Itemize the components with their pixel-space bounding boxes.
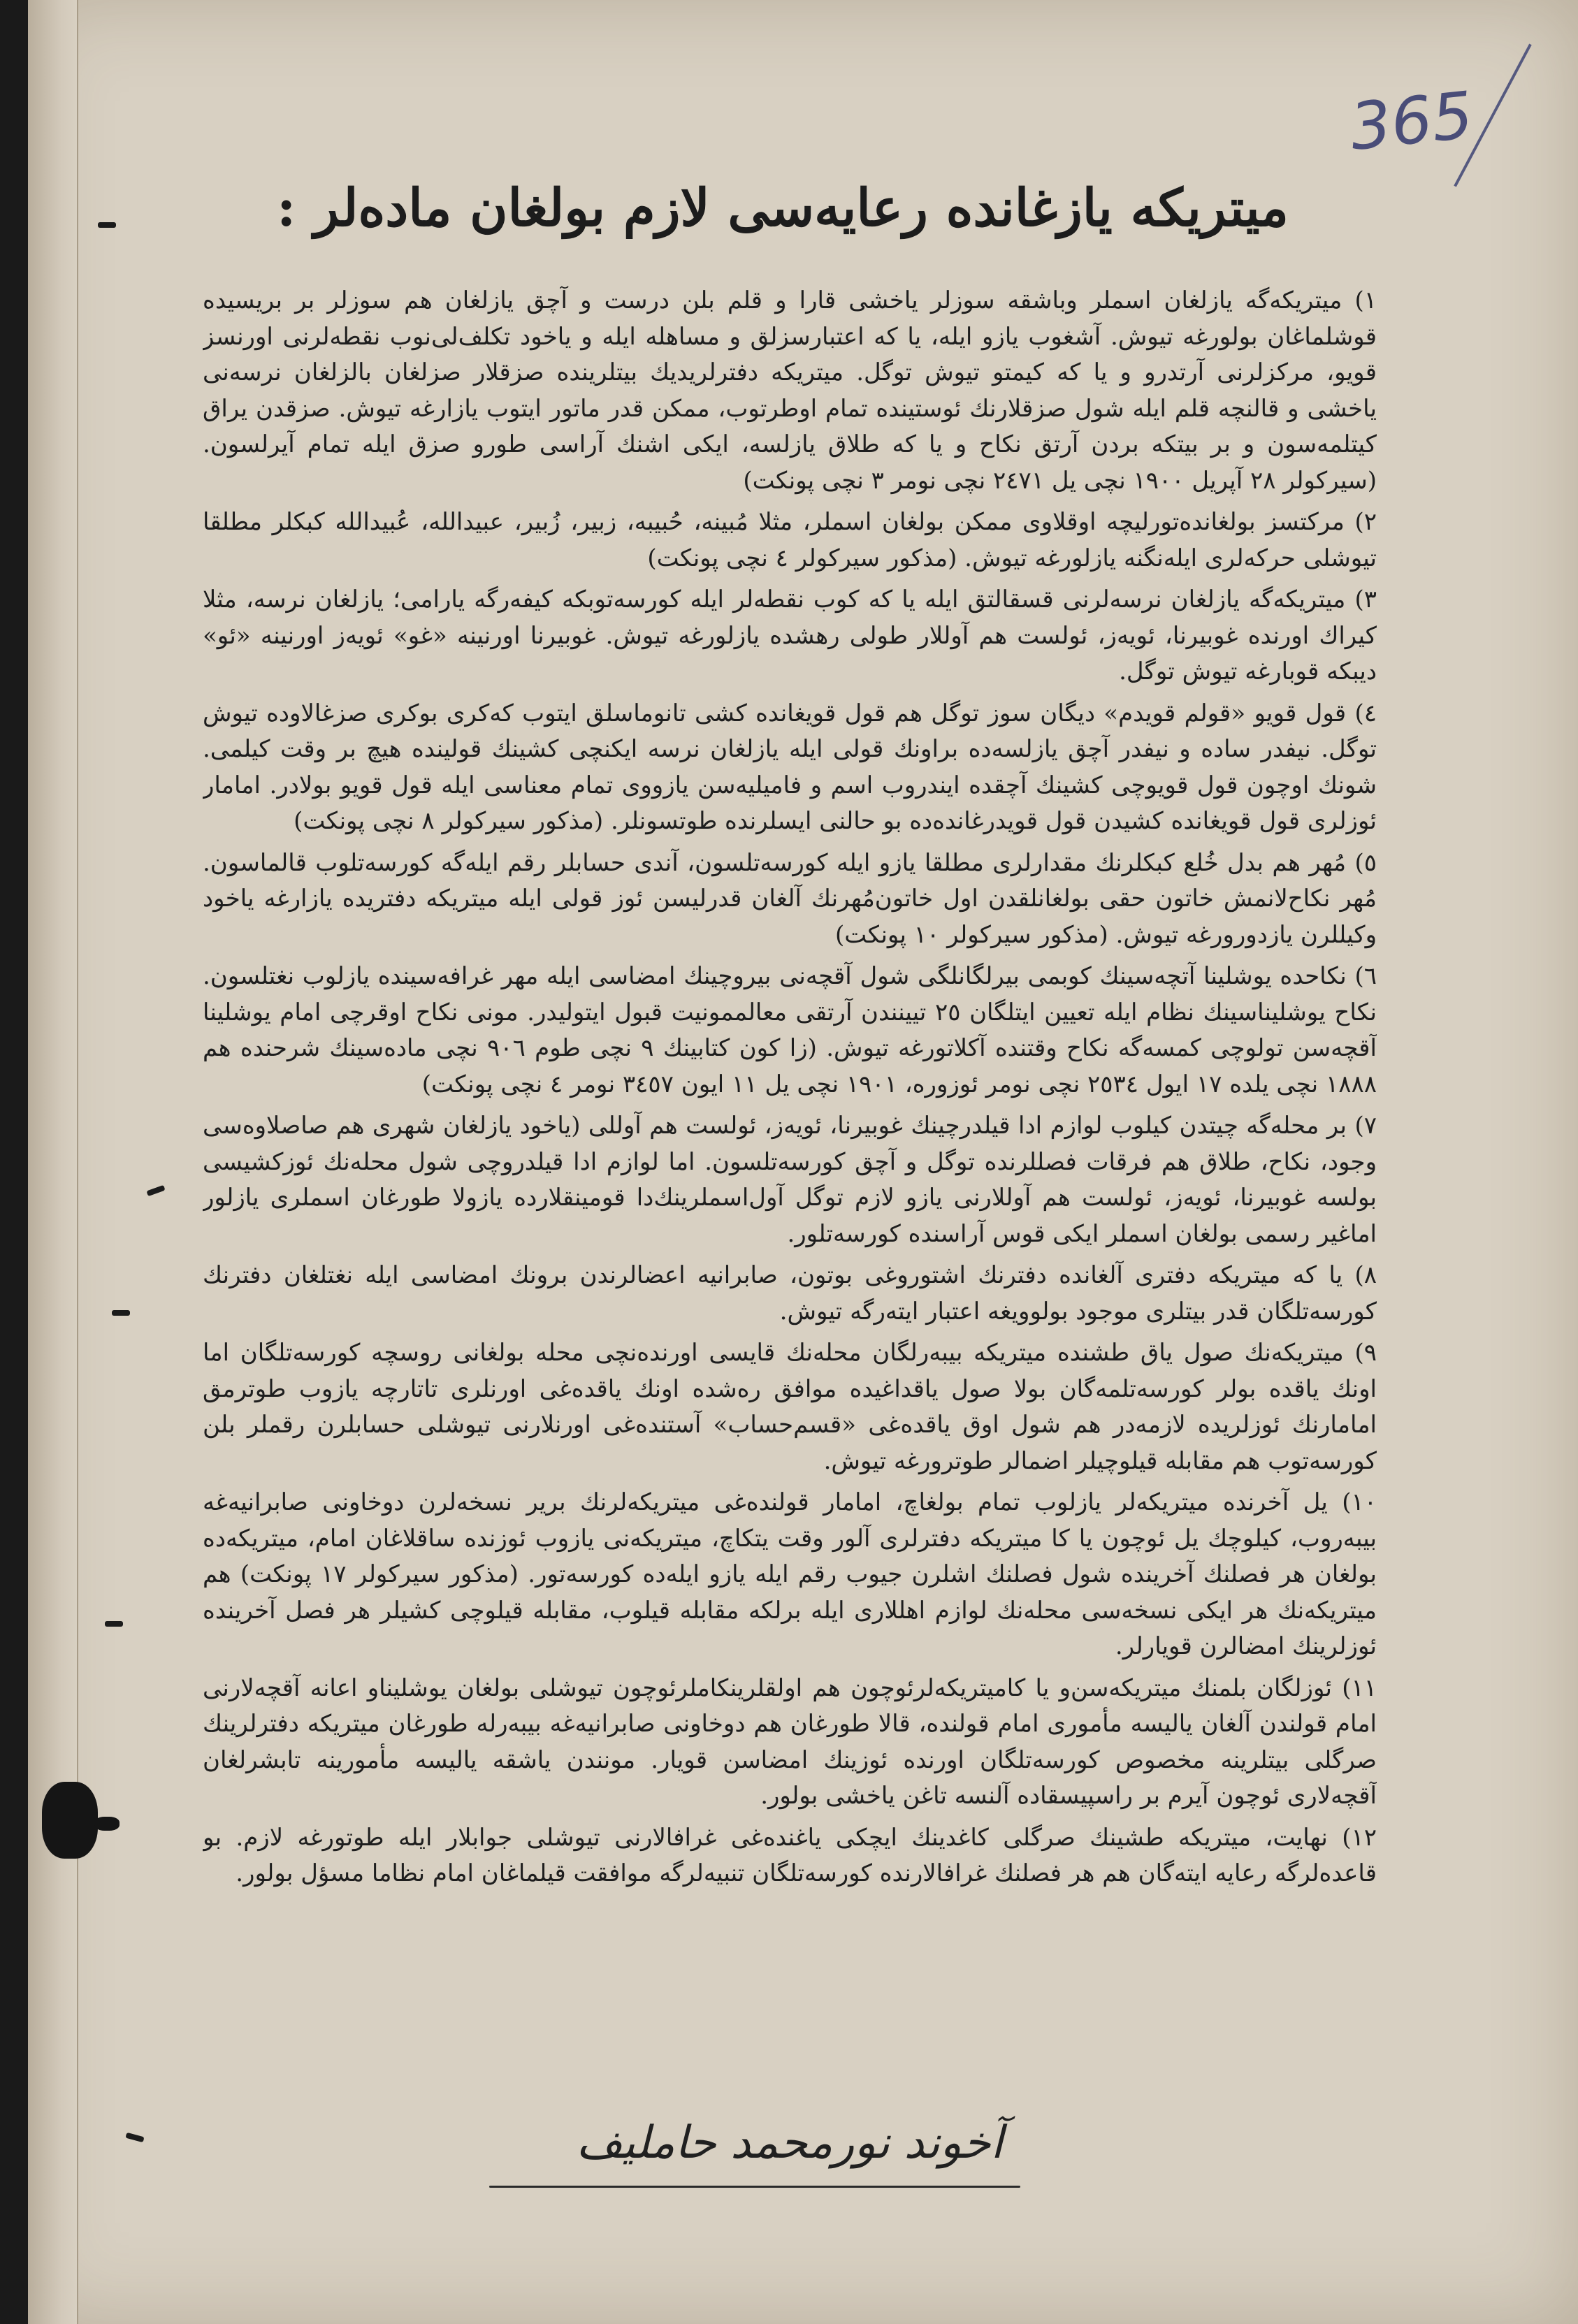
paragraph-2: ۲) مرکتسز بولغانده‌تورلیچه اوقلاوی ممکن بولغان اسملر، مثلا مُبینه، حُبیبه، زبیر، زُبیر، عبیدالله، عُبیدالله کبکلر مطلقا تیوشلی حرکه‌لری ایله‌نگنه یازلورغه تیوش. (مذکور سیرکولر ٤ نچی پونکت) <box>203 508 1377 572</box>
folio-number: 365 <box>1347 78 1477 165</box>
paragraph-11: ۱۱) ئوزلگان بلمنك میتریکه‌سن‌و یا کامیتریکه‌لرئوچون هم اولقلرینکاملرئوچون تیوشلی بولغان یوشلیناو اعانه آقچه‌لارنی امام قولندن آلغان یالیسه مأموری امام قولنده، قالا طورغان هم دوخاونی صابرانیه‌غه بیبه‌رله طورغان میتریکه دفترلرینك صرگلی بیتلرینه مخصوص کورسه‌تلگان اورنده ئوزینك امضاسن قویار. مونندن یاشقه یالیسه مأمورینه تابشرلغان آقچه‌لاری ئوچون آیرم بر راسپیسقاده آلنسه تاغن یاخشی بولور. <box>203 1673 1377 1810</box>
binding-fold <box>28 0 78 2324</box>
paragraph-8: ۸) یا که میتریکه دفتری آلغانده دفترنك اشتوروغی بوتون، صابرانیه اعضالرندن برونك امضاسی ایله نغتلغان دفترنك کورسه‌تلگان قدر بیتلری موجود بولوویغه اعتبار ایته‌رگه تیوش. <box>203 1261 1377 1326</box>
binding-mark <box>105 1621 123 1627</box>
document-title: میتریکه یازغانده رعایه‌سی لازم بولغان ماده‌لر : <box>277 178 1289 238</box>
paragraph-6: ٦) نکاحده یوشلینا آتچه‌سینك کوبمی بیرلگانلگی شول آقچه‌نی بیروچینك امضاسی ایله مهر غرافه‌سینده یازلوب نغتلسون. نکاح یوشلیناسینك نظام ایله تعیین ایتلگان ۲٥ تیینندن آرتقی معالممونیت قبول ایتولیدر. مونی نکاح اوقرچی امام یوشلینا آقچه‌سن تولوچی کمسه‌گه نکاح وقتنده آکلاتورغه تیوش. (زا کون کتابینك ٩ نچی طوم ۹۰٦ نچی ماده‌سینك شرحنده هم ۱۸۸۸ نچی یلده ۱۷ ایول ۲٥۳٤ نچی نومر ئوزوره، ۱۹۰۱ نچی یل ۱۱ ایون ۳٤٥٧ نومر ٤ نچی پونکت) <box>203 962 1377 1098</box>
binding-mark <box>125 2133 144 2142</box>
signature-underline <box>489 2186 1020 2188</box>
ink-blot <box>94 1817 120 1831</box>
document-body <box>203 283 1377 2086</box>
binding-mark <box>112 1310 130 1316</box>
paragraph-3: ۳) میتریکه‌گه یازلغان نرسه‌لرنی قسقالتق ایله یا که کوب نقطه‌لر ایله کورسه‌توبکه کیفه‌رگه یارامی؛ یازلغان نرسه، مثلا کیراك اورنده غوبیرنا، ئویه‌ز، ئولست هم آوللار طولی رهشده یازلورغه تیوش. غوبیرنا اورنینه «غو» ئویه‌ز اورنینه «ئو» دیبکه قوبارغه تیوش توگل. <box>203 586 1377 685</box>
paragraph-12: ۱۲) نهایت، میتریکه طشینك صرگلی کاغدینك ایچکی یاغنده‌غی غرافالارنی تیوشلی جوابلار ایله طوتورغه لازم. بو قاعده‌لرگه رعایه ایته‌گان هم هر فصلنك غرافالارنده کورسه‌تلگان تنبیه‌لرگه موافقت قیلماغان امام نظاما مسؤل بولور. <box>203 1823 1377 1887</box>
binding-mark <box>98 222 116 228</box>
binding-mark <box>146 1185 165 1196</box>
document-page <box>28 0 1578 2324</box>
paragraph-9: ۹) میتریکه‌نك صول یاق طشنده میتریکه بیبه‌رلگان محله‌نك قایسی اورنده‌نچی محله بولغانی روسچه کورسه‌تلگان اما اونك یاقده بولر کورسه‌تلمه‌گان بولا صول یاقداغیده موافق ره‌شده اونك یاقده‌غی اورنلری تاتارچه یازوب طوترمق امامارنك ئوزلریده لازمه‌در هم شول اوق یاقده‌غی «قسم‌حساب» آستنده‌غی اورنلارنی تیوشلی حسابلرن رقملر بلن کورسه‌توب هم مقابله قیلوچیلر اضمالر طوترورغه تیوش. <box>203 1339 1377 1475</box>
paragraph-1: ۱) میتریکه‌گه یازلغان اسملر وباشقه سوزلر یاخشی قارا و قلم بلن درست و آچق یازلغان هم سوزلر بر بریسیده قوشلماغان بولورغه تیوش. آشغوب یازو ایله، یا که اعتبارسزلق و مساهله ایله و یاخود تکلف‌لی‌نوب نقطه‌لرنی اورنسز قویو، مرکزلرنی آرتدرو و یا که کیمتو تیوش توگل. میتریکه دفترلریدیك بیتلرینده صزقلار صزلغان بالزلغان نرسه‌نی یاخشی و قالنچه قلم ایله شول صزقلارنك ئوستینده تمام اوطرتوب، ممکن قدر ماتور ایتوب یازارغه تیوش. صزقدن یراق کیتلمه‌سون و بر بیتکه بردن آرتق نکاح و یا که طلاق یازلسه، ایکی اشنك آراسی طورو صزق ایله تمام آیرلسون. (سیرکولر ۲۸ آپریل ۱۹۰۰ نچی یل ۲٤٧١ نچی نومر ۳ نچی پونکت) <box>203 286 1377 495</box>
handwritten-signature: آخوند نورمحمد حاملیف <box>576 2117 1004 2169</box>
ink-blot <box>42 1782 98 1859</box>
paragraph-7: ٧) بر محله‌گه چیتدن کیلوب لوازم ادا قیلدرچینك غوبیرنا، ئویه‌ز، ئولست هم آوللی (یاخود یازلغان شهری هم صاصلاوه‌سی وجود، نکاح، طلاق هم فرقات فصللرنده توگل و آچق کورسه‌تلسون. اما لوازم ادا قیلدروچی شول محله‌نك ئوزکشیسی بولسه غوبیرنا، ئویه‌ز، ئولست هم آوللارنی یازو لازم توگل آول‌اسملرینك‌دا قومینقلارده یازولا طورغان اسملری یازلور اماغیر رسمی بولغان اسملر ایکی قوس آراسنده کورسه‌تلور. <box>203 1112 1377 1248</box>
paragraph-5: ٥) مُهر هم بدل خُلع کبکلرنك مقدارلری مطلقا یازو ایله کورسه‌تلسون، آندی حسابلر رقم ایله‌گه کورسه‌تلوب قالماسون. مُهر نکاح‌لانمش خاتون حقی بولغانلقدن اول خاتون‌مُهرنك آلغان قدرلیسن ئوز قولی ایله میتریکه دفتریده یازارغه یاخود وکیللرن یازدورورغه تیوش. (مذکور سیرکولر ۱۰ پونکت) <box>203 848 1377 949</box>
paragraph-10: ۱۰) یل آخرنده میتریکه‌لر یازلوب تمام بولغاچ، امامار قولنده‌غی میتریکه‌لرنك بریر نسخه‌لرن دوخاونی صابرانیه‌غه بیبه‌روب، کیلوچك یل ئوچون یا کا میتریکه دفترلری آلور وقت یتکاچ، میتریکه‌نی یازوب ئوزنده ساقلاغان امام، میتریکه‌ده بولغان هر فصلنك آخرینده شول فصلنك اشلرن جیوب رقم ایله یازو ایله‌ده کورسه‌تور. (مذکور سیرکولر ۱۷ پونکت) هم میتریکه‌نك هر ایکی نسخه‌سی محله‌نك لوازم اهللاری ایله برلکه مقابله قیلوب، مقابله قیلوچی کشیلر هر فصل آخرینده ئوزلرینك امضالرن قویارلر. <box>203 1488 1377 1660</box>
paragraph-4: ٤) قول قویو «قولم قویدم» دیگان سوز توگل هم قول قویغانده کشی تانوماسلق ایتوب که‌کری بوکری صزغالاوده تیوش توگل. نیفدر ساده و نیفدر آچق یازلسه‌ده براونك قولی ایله یازلغان نرسه ایکنچی کشینك قولینده هیچ بر وقت کیلمی. شونك اوچون قول قویوچی کشینك آچقده ایندروب اسم و فامیلیه‌سن یازووی تمام معناسی ایله قول قویو بولادر. امامار ئوزلری قول قویغانده کشیدن قول قویدرغانده‌ده بو حالنی ایسلرنده طوتسونلر. (مذکور سیرکولر ۸ نچی پونکت) <box>203 699 1377 835</box>
